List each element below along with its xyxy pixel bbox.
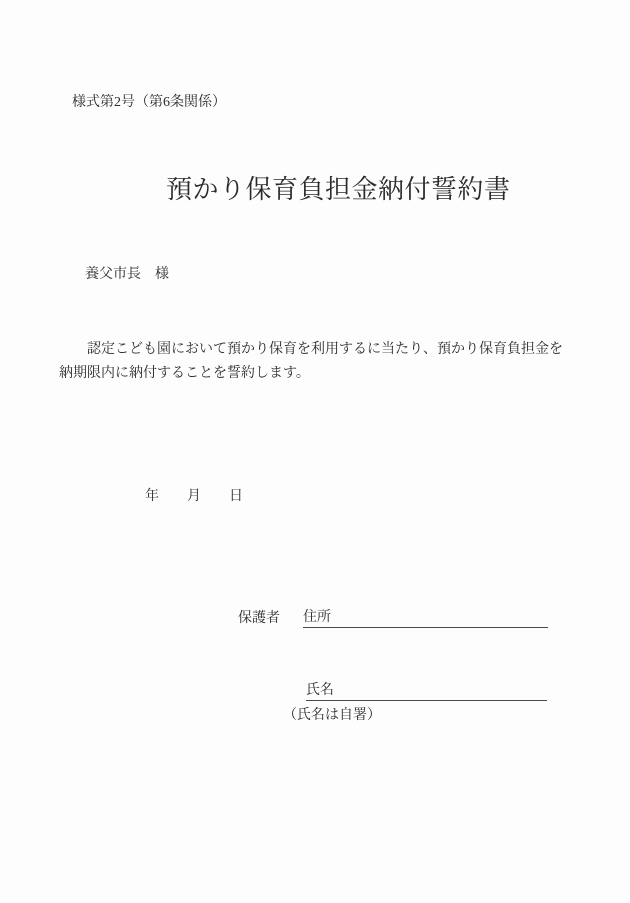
body-text-line-1: 認定こども園において預かり保育を利用するに当たり、預かり保育負担金を [87, 342, 563, 357]
date-line: 年 月 日 [145, 489, 243, 504]
name-signature-note: （氏名は自署） [283, 708, 381, 723]
document-title: 預かり保育負担金納付誓約書 [166, 175, 511, 204]
addressee-line: 養父市長 様 [85, 267, 169, 282]
address-label: 住所 [303, 610, 331, 625]
name-field [306, 683, 547, 701]
form-number: 様式第2号（第6条関係） [72, 95, 226, 110]
name-label: 氏名 [306, 683, 334, 698]
body-text-line-2: 納期限内に納付することを誓約します。 [59, 366, 310, 381]
address-field [303, 610, 548, 628]
guardian-label: 保護者 [238, 611, 280, 626]
